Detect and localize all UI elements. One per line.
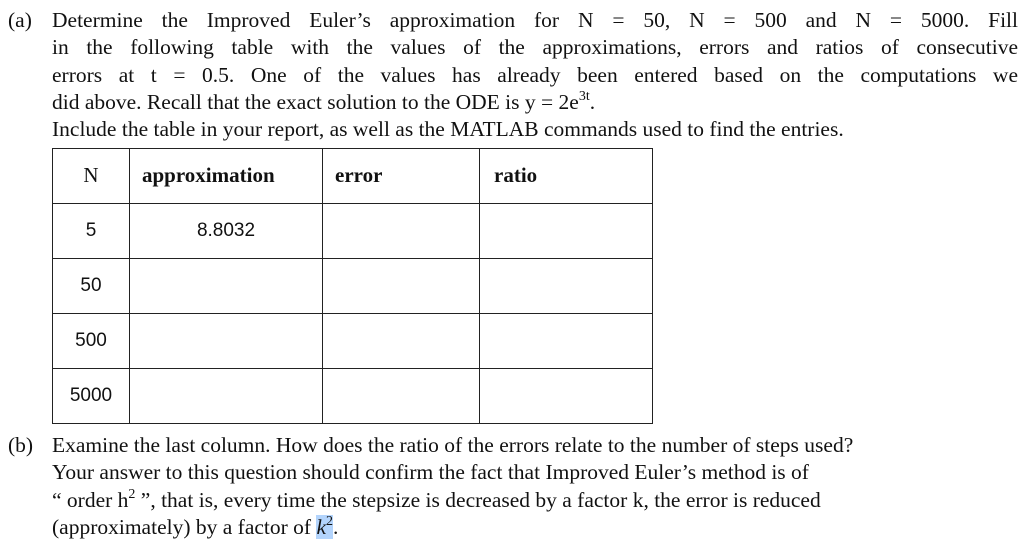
part-b-line-3-end: ”, that is, every time the stepsize is decreased by a factor k, the error is reduced bbox=[135, 487, 821, 512]
cell-error bbox=[323, 369, 480, 424]
cell-n: 5000 bbox=[53, 369, 130, 424]
table-row bbox=[53, 369, 653, 424]
part-b-line-3 bbox=[8, 487, 1018, 514]
part-b-line-4-end: . bbox=[333, 514, 339, 539]
table-header-row bbox=[53, 149, 653, 204]
part-b-line-3-text: “ order h bbox=[52, 487, 129, 512]
question-part-a bbox=[8, 7, 1018, 143]
header-ratio: ratio bbox=[480, 149, 653, 204]
cell-ratio bbox=[480, 259, 653, 314]
cell-ratio bbox=[480, 369, 653, 424]
cell-approximation: 8.8032 bbox=[130, 204, 323, 259]
part-a-exponent: 3t bbox=[578, 88, 590, 104]
cell-error bbox=[323, 259, 480, 314]
cell-n: 50 bbox=[53, 259, 130, 314]
table-row bbox=[53, 204, 653, 259]
part-b-line-2: Your answer to this question should confirm the fact that Improved Euler’s method is of bbox=[52, 460, 809, 485]
part-a-line-4-end: . bbox=[589, 89, 596, 114]
highlighted-selection[interactable] bbox=[316, 515, 333, 539]
cell-ratio bbox=[480, 204, 653, 259]
question-part-b bbox=[8, 432, 1018, 541]
part-b-line-1: Examine the last column. How does the ratio of the errors relate to the number of steps used? bbox=[52, 433, 854, 457]
part-a-line-4 bbox=[8, 89, 1018, 116]
part-a-line-4-text: did above. Recall that the exact solution to the ODE is y = 2e bbox=[52, 89, 579, 114]
part-a-line-5: Include the table in your report, as well as the MATLAB commands used to find the entries. bbox=[52, 117, 844, 142]
cell-approximation bbox=[130, 259, 323, 314]
part-a-line-2: in the following table with the values of the approximations, errors and ratios of consecutive bbox=[52, 35, 1018, 60]
part-a-line-3: errors at t = 0.5. One of the values has already been entered based on the computations we bbox=[52, 62, 1018, 87]
part-a-line-1: Determine the Improved Euler’s approximation for N = 50, N = 500 and N = 5000. Fill bbox=[52, 8, 1018, 32]
cell-error bbox=[323, 314, 480, 369]
part-b-exponent: 2 bbox=[128, 486, 136, 502]
cell-n: 500 bbox=[53, 314, 130, 369]
part-b-line-4 bbox=[8, 514, 1018, 541]
part-b-line-4-text: (approximately) by a factor of bbox=[52, 514, 317, 539]
part-b-label: (b) bbox=[8, 433, 34, 457]
cell-n: 5 bbox=[53, 204, 130, 259]
header-error: error bbox=[323, 149, 480, 204]
highlighted-exponent: 2 bbox=[326, 513, 334, 529]
cell-error bbox=[323, 204, 480, 259]
cell-approximation bbox=[130, 314, 323, 369]
header-approximation: approximation bbox=[130, 149, 323, 204]
cell-ratio bbox=[480, 314, 653, 369]
table-row bbox=[53, 259, 653, 314]
header-n: N bbox=[53, 149, 130, 204]
table-row bbox=[53, 314, 653, 369]
highlighted-k: k bbox=[316, 514, 327, 539]
cell-approximation bbox=[130, 369, 323, 424]
part-a-label: (a) bbox=[8, 8, 32, 32]
results-table bbox=[52, 148, 653, 424]
